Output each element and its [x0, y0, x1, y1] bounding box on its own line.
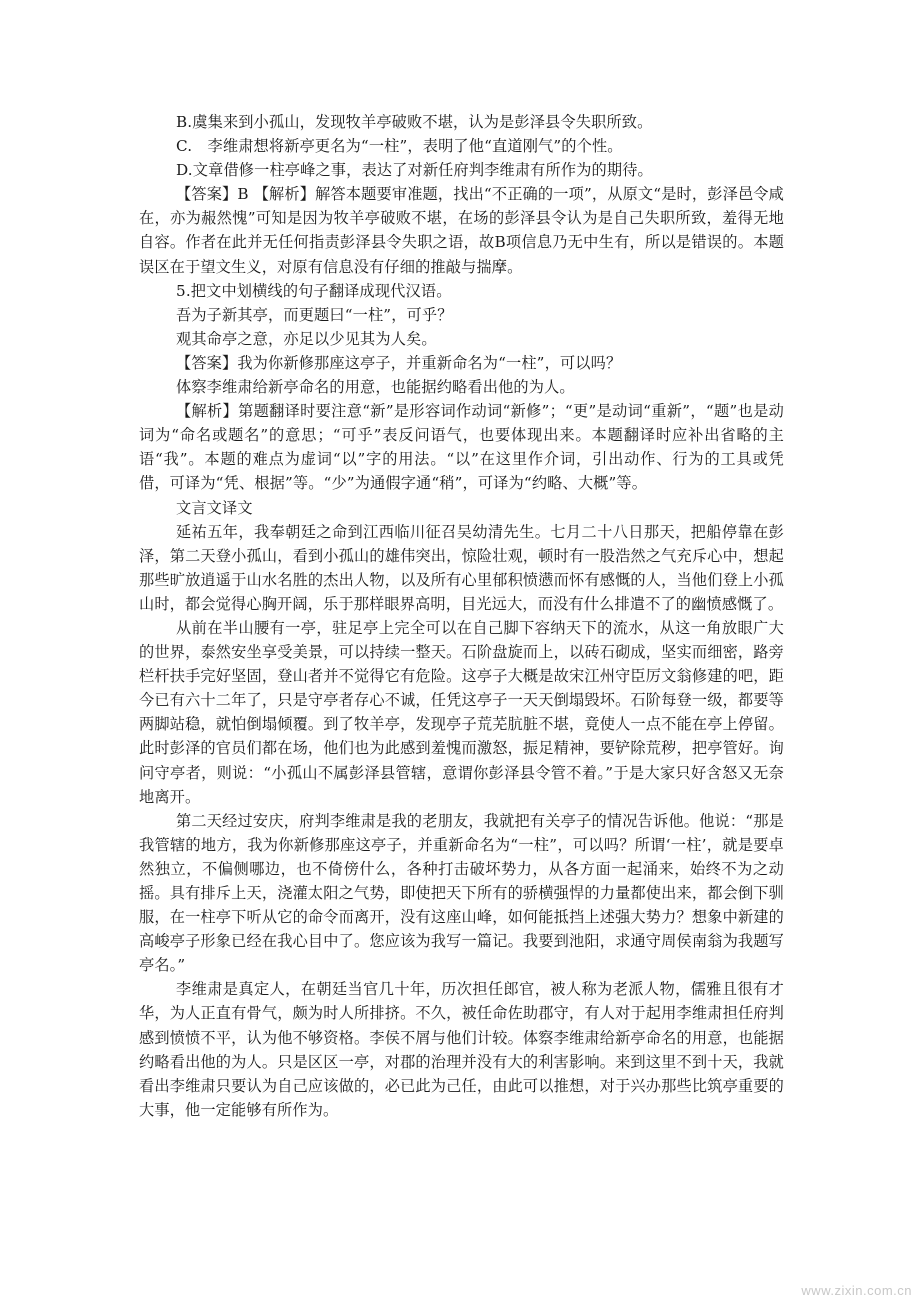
answer-4: 【答案】B 【解析】解答本题要审准题，找出“不正确的一项”，从原文“是时，彭泽邑令咸在，亦为赧然愧”可知是因为牧羊亭破败不堪，在场的彭泽县令认为是自己失职所致，羞得无地自容。作者在此并无任何指责彭泽县令失职之语，故B项信息乃无中生有，所以是错误的。本题误区在于望文生义，对原有信息没有仔细的推敲与揣摩。 — [139, 185, 784, 276]
translation-paragraph: 李维肃是真定人，在朝廷当官几十年，历次担任郎官，被人称为老派人物，儒雅且很有才华，为人正直有骨气，颇为时人所排挤。不久，被任命佐助郡守，有人对于起用李维肃担任府判感到愤愤不平，认为他不够资格。李侯不屑与他们计较。体察李维肃给新亭命名的用意，也能据约略看出他的为人。只是区区一亭，对郡的治理并没有大的利害影响。来到这里不到十天，我就看出李维肃只要认为自己应该做的，必已此为己任，由此可以推想，对于兴办那些比筑亭重要的大事，他一定能够有所作为。 — [139, 980, 784, 1119]
document-page — [139, 110, 784, 1122]
answer-5-analysis: 【解析】第题翻译时要注意“新”是形容词作动词“新修”；“更”是动词“重新”，“题”也是动词为“命名或题名”的意思；“可乎”表反问语气，也要体现出来。本题翻译时应补出省略的主语“我”。本题的难点为虚词“以”字的用法。“以”在这里作介词，引出动作、行为的工具或凭借，可译为“凭、根据”等。“少”为通假字通“稍”，可译为“约略、大概”等。 — [139, 402, 784, 493]
watermark: www.zixin.com.cn — [801, 1283, 912, 1298]
translation-heading: 文言文译文 — [176, 498, 253, 517]
question-5-sentence-2: 观其命亭之意，亦足以少见其为人矣。 — [176, 329, 437, 348]
question-5-title: 5.把文中划横线的句子翻译成现代汉语。 — [176, 281, 452, 300]
translation-paragraph: 延祐五年，我奉朝廷之命到江西临川征召吴幼清先生。七月二十八日那天，把船停靠在彭泽，第二天登小孤山，看到小孤山的雄伟突出，惊险壮观，顿时有一股浩然之气充斥心中，想起那些旷放逍遥于山水名胜的杰出人物，以及所有心里郁积愤懑而怀有感慨的人，当他们登上小孤山时，都会觉得心胸开阔，乐于那样眼界高明，目光远大，而没有什么排遣不了的幽愤感慨了。 — [139, 522, 784, 613]
option-c: C. 李维肃想将新亭更名为“一柱”，表明了他“直道刚气”的个性。 — [176, 137, 623, 156]
question-5-sentence-1: 吾为子新其亭，而更题曰“一柱”，可乎？ — [176, 305, 453, 324]
translation-paragraph: 第二天经过安庆，府判李维肃是我的老朋友，我就把有关亭子的情况告诉他。他说：“那是我管辖的地方，我为你新修那座这亭子，并重新命名为“一柱”，可以吗？所谓‘一柱’，就是要卓然独立，不偏侧哪边，也不倚傍什么，各种打击破坏势力，从各方面一起涌来，始终不为之动摇。具有排斥上天，浇灌太阳之气势，即使把天下所有的骄横强悍的力量都使出来，都会倒下驯服，在一柱亭下听从它的命令而离开，没有这座山峰，如何能抵挡上述强大势力？想象中新建的高峻亭子形象已经在我心目中了。您应该为我写一篇记。我要到池阳，求通守周侯南翁为我题写亭名。” — [139, 811, 784, 975]
option-d: D.文章借修一柱亭峰之事，表达了对新任府判李维肃有所作为的期待。 — [176, 161, 653, 180]
answer-5-line-1: 【答案】我为你新修那座这亭子，并重新命名为“一柱”，可以吗？ — [176, 353, 622, 372]
translation-paragraph: 从前在半山腰有一亭，驻足亭上完全可以在自己脚下容纳天下的流水，从这一角放眼广大的世界，泰然安坐享受美景，可以持续一整天。石阶盘旋而上，以砖石砌成，坚实而细密，路旁栏杆扶手完好坚固，登山者并不觉得它有危险。这亭子大概是故宋江州守臣厉文翁修建的吧，距今已有六十二年了，只是守亭者存心不诚，任凭这亭子一天天倒塌毁坏。石阶每登一级，都要等两脚站稳，就怕倒塌倾覆。到了牧羊亭，发现亭子荒芜肮脏不堪，竟使人一点不能在亭上停留。此时彭泽的官员们都在场，他们也为此感到羞愧而激怒，振足精神，要铲除荒秽，把亭管好。询问守亭者，则说：“小孤山不属彭泽县管辖，意谓你彭泽县令管不着。”于是大家只好含怒又无奈地离开。 — [139, 618, 784, 806]
option-b: B.虞集来到小孤山，发现牧羊亭破败不堪，认为是彭泽县令失职所致。 — [176, 113, 653, 131]
answer-5-line-2: 体察李维肃给新亭命名的用意，也能据约略看出他的为人。 — [176, 378, 575, 397]
